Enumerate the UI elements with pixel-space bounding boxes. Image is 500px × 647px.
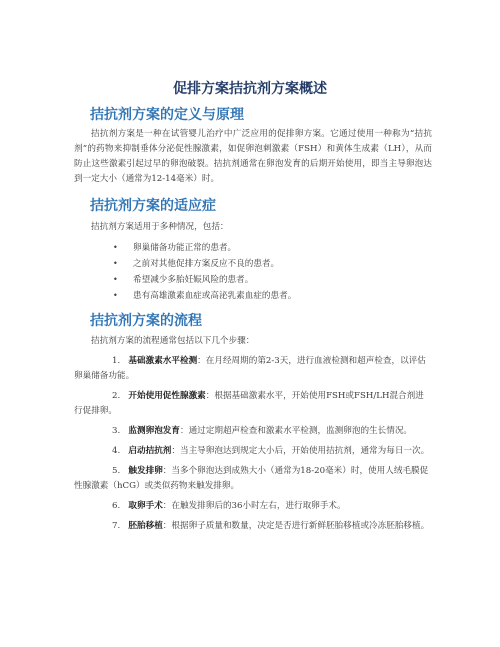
indications-list <box>113 240 296 304</box>
bullet-icon: • <box>113 275 118 284</box>
step-item: 2. 开始使用促性腺激素：根据基础激素水平，开始使用FSH或FSH/LH混合剂进行促排卵。 <box>74 391 424 416</box>
step-item: 7. 胚胎移植：根据卵子质量和数量，决定是否进行新鲜胚胎移植或冷冻胚胎移植。 <box>112 521 430 531</box>
page-title: 促排方案拮抗剂方案概述 <box>173 81 327 97</box>
indications-intro: 拮抗剂方案适用于多种情况，包括： <box>91 222 229 232</box>
step-item: 1. 基础激素水平检测：在月经周期的第2-3天，进行血液检测和超声检查，以评估卵巢储备功能。 <box>74 356 426 381</box>
section-heading-definition: 拮抗剂方案的定义与原理 <box>90 107 244 123</box>
list-item: • 卵巢储备功能正常的患者。 <box>113 240 296 256</box>
bullet-icon: • <box>113 259 118 268</box>
list-item: • 患有高雄激素血症或高泌乳素血症的患者。 <box>113 288 296 304</box>
section-heading-process: 拮抗剂方案的流程 <box>90 313 202 329</box>
step-item: 6. 取卵手术：在触发排卵后的36小时左右，进行取卵手术。 <box>112 501 346 511</box>
step-item: 5. 触发排卵：当多个卵泡达到成熟大小（通常为18-20毫米）时，使用人绒毛膜促性腺激素（hCG）或类似药物来触发排卵。 <box>74 466 429 491</box>
step-item: 4. 启动拮抗剂：当主导卵泡达到规定大小后，开始使用拮抗剂，通常为每日一次。 <box>112 446 430 456</box>
process-steps-list <box>74 354 432 539</box>
bullet-icon: • <box>113 291 118 300</box>
definition-paragraph: 拮抗剂方案是一种在试管婴儿治疗中广泛应用的促排卵方案。它通过使用一种称为“拮抗剂”的药物来抑制垂体分泌促性腺激素，如促卵泡刺激素（FSH）和黄体生成素（LH），从而防止这些激素引起过早的卵泡破裂。拮抗剂通常在卵泡发育的后期开始使用，即当主导卵泡达到一定大小（通常为12-14毫米）时。 <box>74 129 432 184</box>
process-intro: 拮抗剂方案的流程通常包括以下几个步骤： <box>91 336 255 346</box>
list-item: • 之前对其他促排方案反应不良的患者。 <box>113 256 296 272</box>
bullet-icon: • <box>113 243 118 252</box>
step-item: 3. 监测卵泡发育：通过定期超声检查和激素水平检测，监测卵泡的生长情况。 <box>112 426 413 436</box>
list-item: • 希望减少多胎妊娠风险的患者。 <box>113 272 296 288</box>
section-heading-indications: 拮抗剂方案的适应症 <box>90 198 216 214</box>
